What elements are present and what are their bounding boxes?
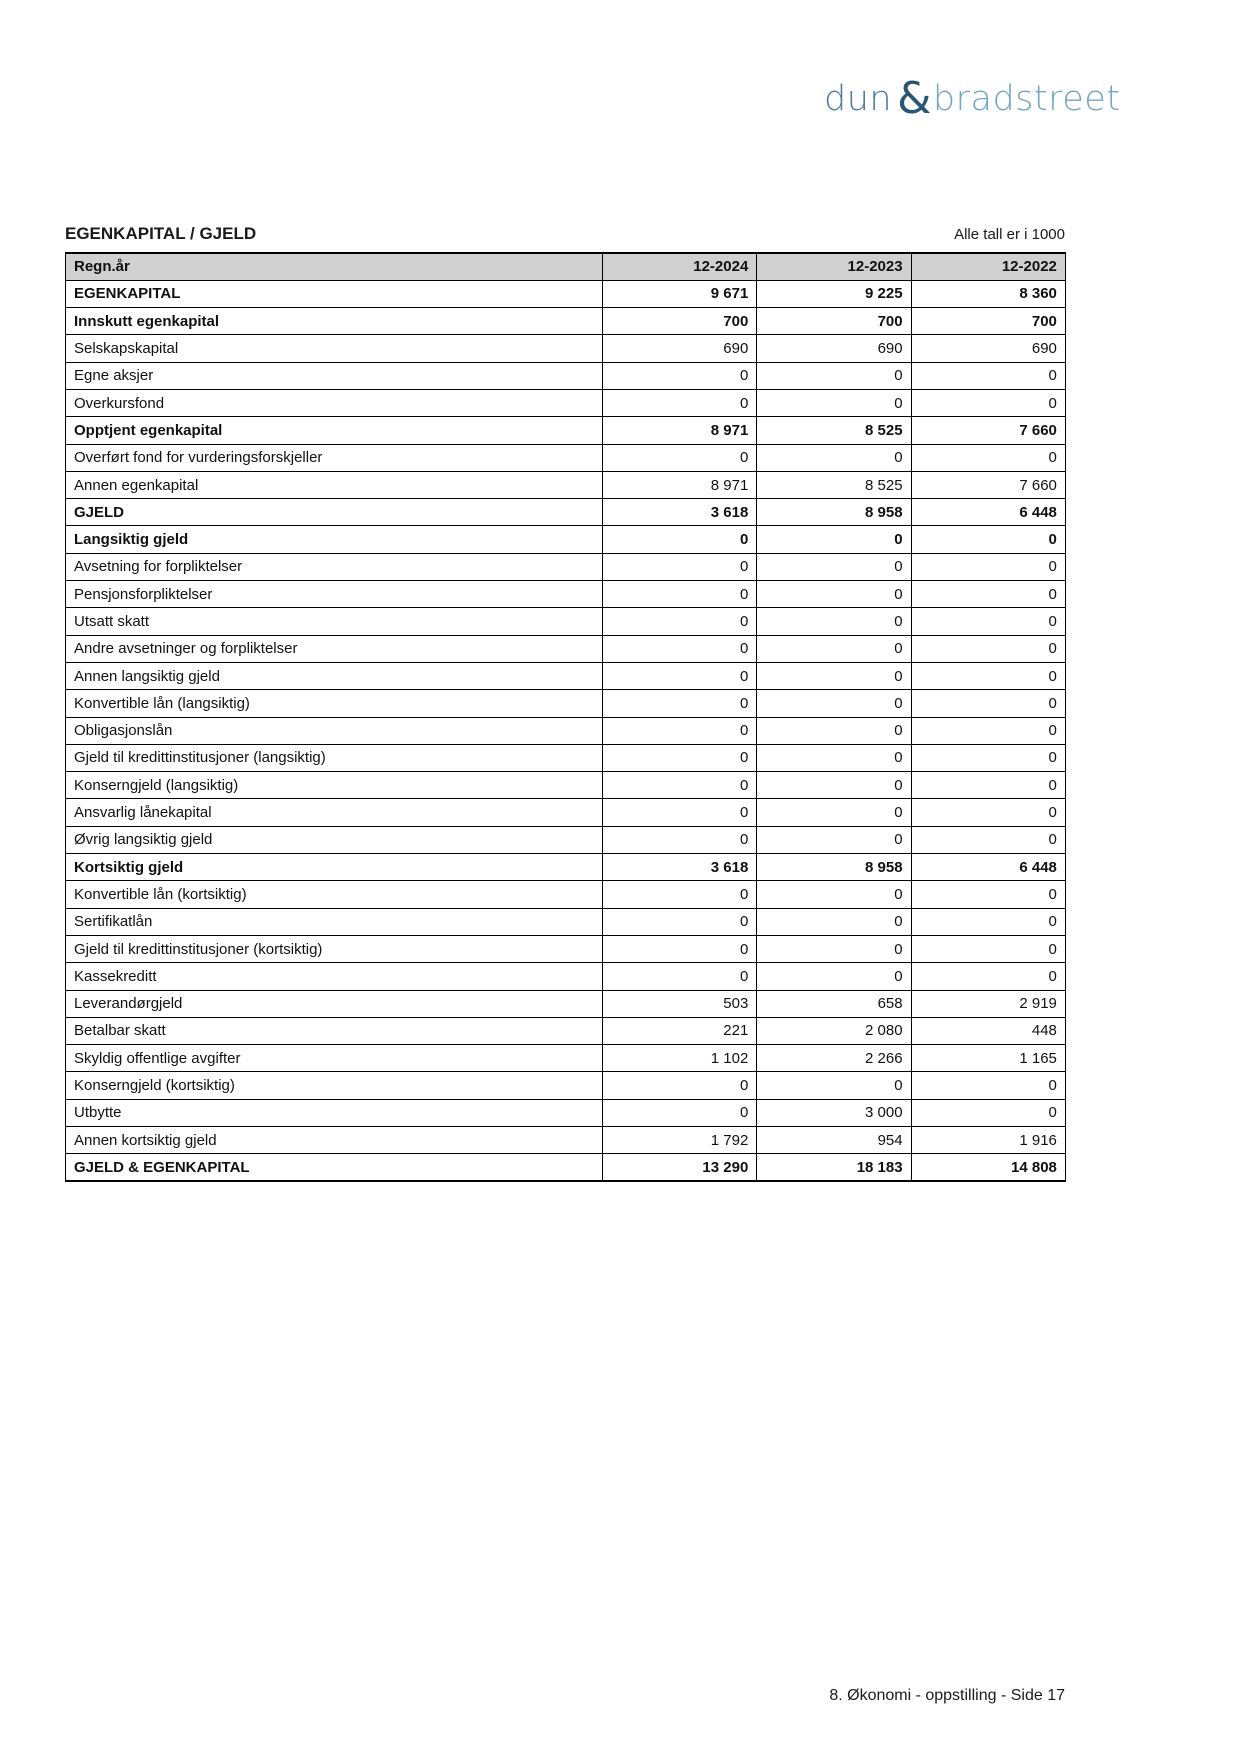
value-2024: 0 bbox=[603, 635, 757, 662]
value-2022: 0 bbox=[911, 444, 1065, 471]
value-2022: 0 bbox=[911, 389, 1065, 416]
units-note: Alle tall er i 1000 bbox=[954, 226, 1065, 243]
row-label: Langsiktig gjeld bbox=[66, 526, 603, 553]
value-2022: 1 916 bbox=[911, 1127, 1065, 1154]
value-2022: 0 bbox=[911, 963, 1065, 990]
value-2022: 0 bbox=[911, 581, 1065, 608]
value-2022: 1 165 bbox=[911, 1045, 1065, 1072]
section-title: EGENKAPITAL / GJELD bbox=[65, 224, 257, 243]
table-row bbox=[66, 662, 1066, 689]
row-label: Konvertible lån (kortsiktig) bbox=[66, 881, 603, 908]
value-2022: 0 bbox=[911, 1099, 1065, 1126]
row-label: Ansvarlig lånekapital bbox=[66, 799, 603, 826]
column-header-year-2023: 12-2023 bbox=[757, 253, 911, 280]
value-2022: 0 bbox=[911, 635, 1065, 662]
value-2024: 0 bbox=[603, 744, 757, 771]
report-content bbox=[65, 224, 1065, 1182]
value-2022: 7 660 bbox=[911, 471, 1065, 498]
value-2023: 18 183 bbox=[757, 1154, 911, 1181]
value-2024: 700 bbox=[603, 308, 757, 335]
row-label: GJELD bbox=[66, 499, 603, 526]
row-label: Innskutt egenkapital bbox=[66, 308, 603, 335]
value-2023: 0 bbox=[757, 662, 911, 689]
value-2024: 0 bbox=[603, 963, 757, 990]
row-label: Overkursfond bbox=[66, 389, 603, 416]
balance-sheet-table bbox=[65, 252, 1066, 1182]
value-2022: 0 bbox=[911, 744, 1065, 771]
row-label: Opptjent egenkapital bbox=[66, 417, 603, 444]
row-label: Obligasjonslån bbox=[66, 717, 603, 744]
table-row bbox=[66, 881, 1066, 908]
column-header-regnar: Regn.år bbox=[66, 253, 603, 280]
table-row bbox=[66, 499, 1066, 526]
value-2023: 8 525 bbox=[757, 471, 911, 498]
value-2023: 0 bbox=[757, 362, 911, 389]
table-row bbox=[66, 553, 1066, 580]
value-2022: 2 919 bbox=[911, 990, 1065, 1017]
table-row bbox=[66, 990, 1066, 1017]
table-row bbox=[66, 908, 1066, 935]
value-2024: 8 971 bbox=[603, 471, 757, 498]
ampersand-icon: & bbox=[897, 73, 932, 124]
value-2024: 0 bbox=[603, 908, 757, 935]
value-2024: 0 bbox=[603, 772, 757, 799]
value-2024: 1 792 bbox=[603, 1127, 757, 1154]
value-2023: 0 bbox=[757, 635, 911, 662]
value-2024: 0 bbox=[603, 935, 757, 962]
row-label: Skyldig offentlige avgifter bbox=[66, 1045, 603, 1072]
value-2023: 0 bbox=[757, 581, 911, 608]
table-row bbox=[66, 772, 1066, 799]
value-2022: 0 bbox=[911, 881, 1065, 908]
value-2023: 954 bbox=[757, 1127, 911, 1154]
column-header-year-2022: 12-2022 bbox=[911, 253, 1065, 280]
value-2022: 0 bbox=[911, 772, 1065, 799]
value-2024: 0 bbox=[603, 608, 757, 635]
value-2024: 221 bbox=[603, 1017, 757, 1044]
row-label: Andre avsetninger og forpliktelser bbox=[66, 635, 603, 662]
row-label: Sertifikatlån bbox=[66, 908, 603, 935]
value-2024: 3 618 bbox=[603, 854, 757, 881]
value-2022: 0 bbox=[911, 526, 1065, 553]
table-row bbox=[66, 581, 1066, 608]
value-2024: 0 bbox=[603, 444, 757, 471]
value-2023: 0 bbox=[757, 444, 911, 471]
value-2022: 6 448 bbox=[911, 854, 1065, 881]
value-2022: 8 360 bbox=[911, 280, 1065, 307]
value-2022: 14 808 bbox=[911, 1154, 1065, 1181]
value-2023: 0 bbox=[757, 553, 911, 580]
table-row bbox=[66, 389, 1066, 416]
table-row bbox=[66, 799, 1066, 826]
value-2022: 6 448 bbox=[911, 499, 1065, 526]
row-label: Kortsiktig gjeld bbox=[66, 854, 603, 881]
table-row bbox=[66, 1017, 1066, 1044]
value-2022: 0 bbox=[911, 553, 1065, 580]
value-2022: 0 bbox=[911, 935, 1065, 962]
table-row bbox=[66, 854, 1066, 881]
row-label: Avsetning for forpliktelser bbox=[66, 553, 603, 580]
table-row bbox=[66, 608, 1066, 635]
value-2022: 690 bbox=[911, 335, 1065, 362]
row-label: GJELD & EGENKAPITAL bbox=[66, 1154, 603, 1181]
value-2022: 0 bbox=[911, 690, 1065, 717]
table-header-row bbox=[66, 253, 1066, 280]
value-2023: 0 bbox=[757, 963, 911, 990]
value-2022: 0 bbox=[911, 362, 1065, 389]
value-2023: 8 958 bbox=[757, 854, 911, 881]
value-2024: 0 bbox=[603, 526, 757, 553]
value-2024: 0 bbox=[603, 717, 757, 744]
value-2022: 700 bbox=[911, 308, 1065, 335]
page-footer: 8. Økonomi - oppstilling - Side 17 bbox=[829, 1687, 1065, 1704]
value-2023: 0 bbox=[757, 881, 911, 908]
value-2023: 0 bbox=[757, 1072, 911, 1099]
row-label: Konserngjeld (langsiktig) bbox=[66, 772, 603, 799]
table-row bbox=[66, 417, 1066, 444]
dun-bradstreet-logo bbox=[824, 73, 1121, 124]
table-row bbox=[66, 335, 1066, 362]
value-2022: 0 bbox=[911, 826, 1065, 853]
value-2024: 9 671 bbox=[603, 280, 757, 307]
value-2024: 0 bbox=[603, 362, 757, 389]
row-label: Gjeld til kredittinstitusjoner (kortsiktig) bbox=[66, 935, 603, 962]
value-2023: 700 bbox=[757, 308, 911, 335]
value-2024: 0 bbox=[603, 662, 757, 689]
value-2022: 7 660 bbox=[911, 417, 1065, 444]
value-2022: 0 bbox=[911, 608, 1065, 635]
row-label: Utbytte bbox=[66, 1099, 603, 1126]
table-row bbox=[66, 1099, 1066, 1126]
row-label: Annen kortsiktig gjeld bbox=[66, 1127, 603, 1154]
value-2024: 0 bbox=[603, 389, 757, 416]
row-label: Egne aksjer bbox=[66, 362, 603, 389]
value-2023: 3 000 bbox=[757, 1099, 911, 1126]
value-2024: 0 bbox=[603, 581, 757, 608]
value-2022: 0 bbox=[911, 908, 1065, 935]
table-row bbox=[66, 717, 1066, 744]
value-2023: 0 bbox=[757, 608, 911, 635]
row-label: Konvertible lån (langsiktig) bbox=[66, 690, 603, 717]
row-label: Pensjonsforpliktelser bbox=[66, 581, 603, 608]
table-row bbox=[66, 935, 1066, 962]
section-titlebar bbox=[65, 224, 1065, 244]
value-2024: 503 bbox=[603, 990, 757, 1017]
value-2024: 0 bbox=[603, 553, 757, 580]
table-row bbox=[66, 963, 1066, 990]
table-row bbox=[66, 1127, 1066, 1154]
row-label: Øvrig langsiktig gjeld bbox=[66, 826, 603, 853]
value-2023: 8 525 bbox=[757, 417, 911, 444]
row-label: Annen langsiktig gjeld bbox=[66, 662, 603, 689]
value-2023: 8 958 bbox=[757, 499, 911, 526]
row-label: Utsatt skatt bbox=[66, 608, 603, 635]
row-label: Konserngjeld (kortsiktig) bbox=[66, 1072, 603, 1099]
logo-text-bradstreet: bradstreet bbox=[932, 79, 1121, 119]
value-2024: 13 290 bbox=[603, 1154, 757, 1181]
value-2023: 0 bbox=[757, 908, 911, 935]
table-row bbox=[66, 526, 1066, 553]
row-label: Leverandørgjeld bbox=[66, 990, 603, 1017]
table-row bbox=[66, 362, 1066, 389]
value-2024: 0 bbox=[603, 690, 757, 717]
row-label: Gjeld til kredittinstitusjoner (langsiktig) bbox=[66, 744, 603, 771]
table-row bbox=[66, 1154, 1066, 1181]
row-label: Overført fond for vurderingsforskjeller bbox=[66, 444, 603, 471]
value-2024: 0 bbox=[603, 1099, 757, 1126]
value-2024: 0 bbox=[603, 799, 757, 826]
value-2023: 0 bbox=[757, 799, 911, 826]
value-2023: 0 bbox=[757, 717, 911, 744]
value-2023: 0 bbox=[757, 744, 911, 771]
value-2023: 690 bbox=[757, 335, 911, 362]
value-2023: 0 bbox=[757, 526, 911, 553]
value-2022: 0 bbox=[911, 717, 1065, 744]
table-row bbox=[66, 1045, 1066, 1072]
value-2023: 658 bbox=[757, 990, 911, 1017]
table-row bbox=[66, 308, 1066, 335]
row-label: Kassekreditt bbox=[66, 963, 603, 990]
value-2024: 3 618 bbox=[603, 499, 757, 526]
table-row bbox=[66, 280, 1066, 307]
value-2024: 1 102 bbox=[603, 1045, 757, 1072]
row-label: Selskapskapital bbox=[66, 335, 603, 362]
table-row bbox=[66, 635, 1066, 662]
value-2022: 0 bbox=[911, 799, 1065, 826]
table-row bbox=[66, 444, 1066, 471]
value-2023: 0 bbox=[757, 389, 911, 416]
value-2023: 0 bbox=[757, 826, 911, 853]
column-header-year-2024: 12-2024 bbox=[603, 253, 757, 280]
value-2023: 0 bbox=[757, 935, 911, 962]
value-2023: 2 266 bbox=[757, 1045, 911, 1072]
value-2022: 0 bbox=[911, 1072, 1065, 1099]
value-2023: 0 bbox=[757, 690, 911, 717]
table-row bbox=[66, 471, 1066, 498]
table-row bbox=[66, 1072, 1066, 1099]
row-label: EGENKAPITAL bbox=[66, 280, 603, 307]
value-2023: 0 bbox=[757, 772, 911, 799]
value-2023: 9 225 bbox=[757, 280, 911, 307]
table-row bbox=[66, 744, 1066, 771]
table-row bbox=[66, 826, 1066, 853]
value-2024: 0 bbox=[603, 1072, 757, 1099]
value-2022: 448 bbox=[911, 1017, 1065, 1044]
value-2024: 690 bbox=[603, 335, 757, 362]
value-2024: 8 971 bbox=[603, 417, 757, 444]
value-2023: 2 080 bbox=[757, 1017, 911, 1044]
value-2024: 0 bbox=[603, 881, 757, 908]
logo-text-dun: dun bbox=[824, 79, 893, 119]
table-row bbox=[66, 690, 1066, 717]
value-2024: 0 bbox=[603, 826, 757, 853]
row-label: Betalbar skatt bbox=[66, 1017, 603, 1044]
value-2022: 0 bbox=[911, 662, 1065, 689]
row-label: Annen egenkapital bbox=[66, 471, 603, 498]
